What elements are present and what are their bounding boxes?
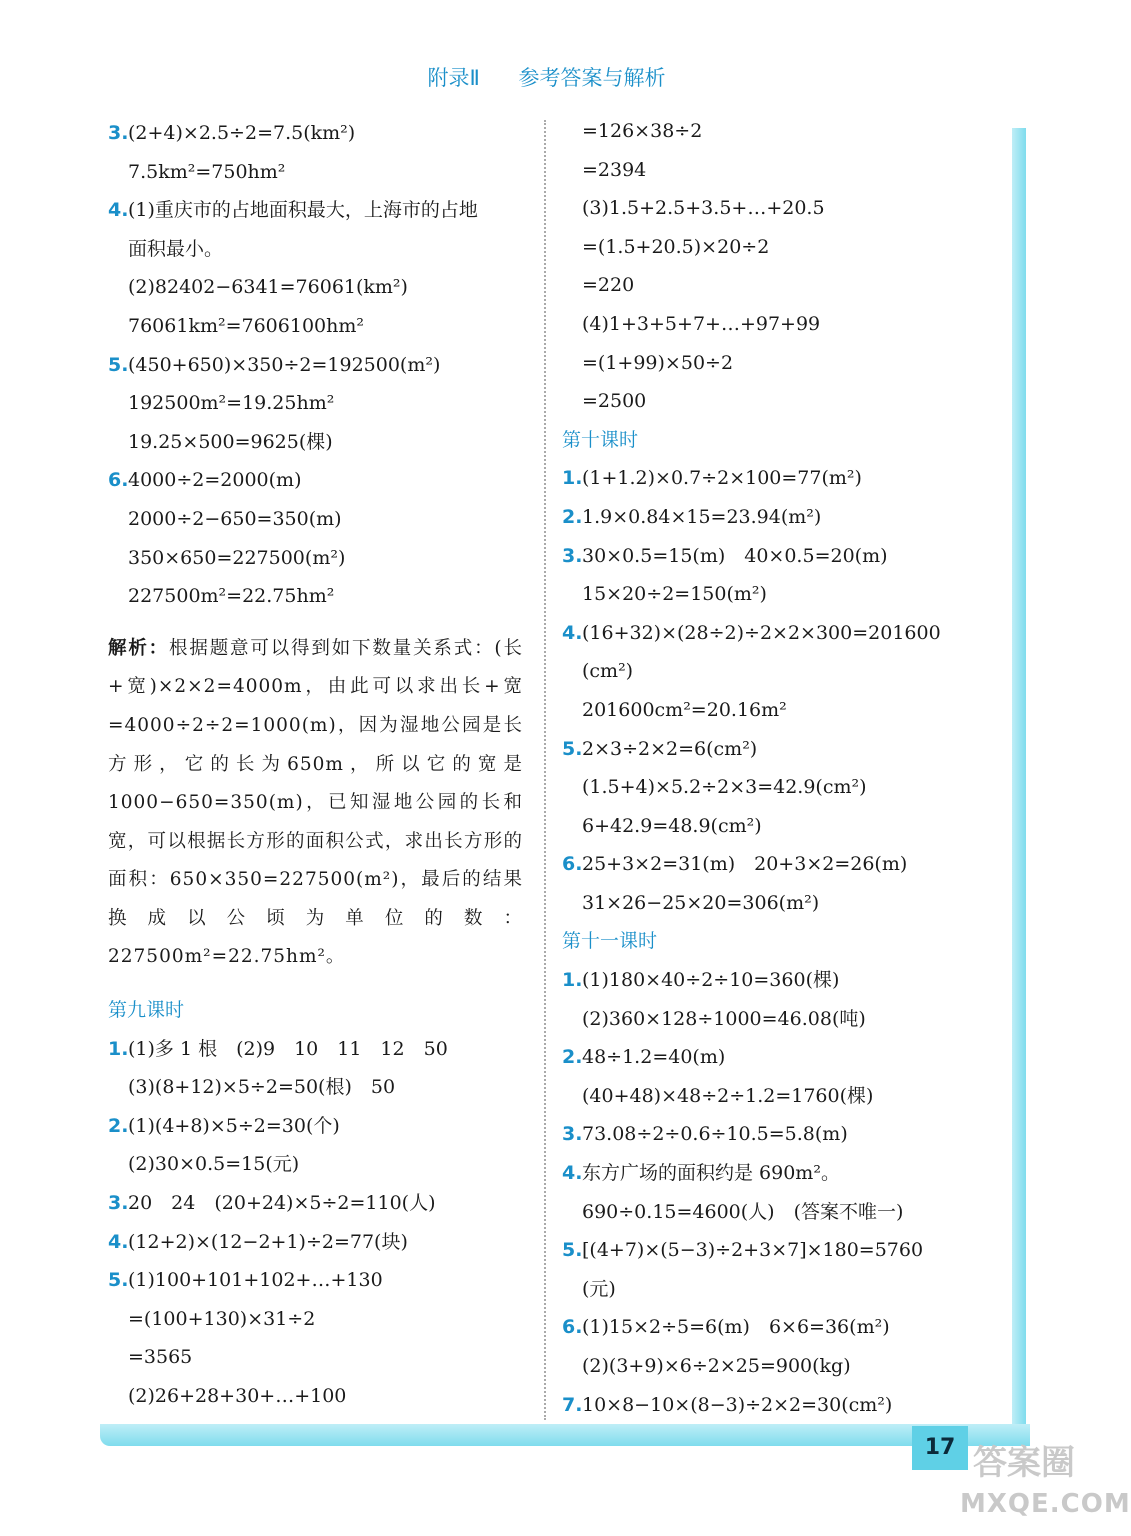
answer-line xyxy=(562,1154,982,1193)
question-number: 4. xyxy=(562,621,583,644)
answer-text: 25+3×2=31(m) 20+3×2=26(m) xyxy=(582,853,908,876)
answer-line xyxy=(108,230,528,269)
answer-text: (2+4)×2.5÷2=7.5(km²) xyxy=(128,122,356,144)
answer-line xyxy=(562,1347,982,1386)
answer-line xyxy=(108,1068,528,1107)
lesson-10-answers xyxy=(562,459,982,922)
answer-line xyxy=(562,691,982,730)
answer-text: 73.08÷2÷0.6÷10.5=5.8(m) xyxy=(582,1123,848,1146)
answer-text: (450+650)×350÷2=192500(m²) xyxy=(128,353,441,376)
question-number: 1. xyxy=(562,467,583,490)
question-number: 2. xyxy=(562,505,583,528)
answer-text: (1)(4+8)×5÷2=30(个) xyxy=(128,1114,340,1137)
page-header xyxy=(0,62,1093,92)
analysis-block xyxy=(108,630,523,977)
answer-text: (2)360×128÷1000=46.08(吨) xyxy=(582,1007,866,1030)
answer-text: (1)180×40÷2÷10=360(棵) xyxy=(582,969,840,992)
answer-line xyxy=(108,384,528,423)
answer-text: 192500m²=19.25hm² xyxy=(128,392,335,415)
question-number: 2. xyxy=(562,1046,583,1069)
question-number: 4. xyxy=(108,199,129,222)
watermark-logo xyxy=(960,1440,1131,1530)
answer-text: =2394 xyxy=(582,158,647,181)
question-number: 1. xyxy=(562,969,583,992)
page-number: 17 xyxy=(912,1426,968,1470)
answer-line xyxy=(562,189,982,228)
question-number: 3. xyxy=(108,122,129,144)
question-number: 3. xyxy=(562,544,583,567)
lesson-11-answers xyxy=(562,961,982,1424)
answer-line xyxy=(108,500,528,539)
question-number: 2. xyxy=(108,1114,129,1137)
answer-line xyxy=(562,112,982,151)
answer-line xyxy=(562,884,982,923)
question-number: 1. xyxy=(108,1037,129,1060)
answer-line xyxy=(562,1270,982,1309)
answer-line xyxy=(562,575,982,614)
section-title-lesson-10: 第十课时 xyxy=(562,428,639,451)
section-title-lesson-9: 第九课时 xyxy=(108,999,185,1022)
answer-line xyxy=(562,845,982,884)
answer-line xyxy=(562,228,982,267)
answer-line xyxy=(108,1300,528,1339)
answer-line xyxy=(108,1145,528,1184)
column-divider xyxy=(544,120,546,1420)
header-title: 参考答案与解析 xyxy=(518,66,666,90)
watermark-text-cn: 答案圈 xyxy=(973,1443,1075,1483)
left-column xyxy=(108,114,528,1454)
question-number: 6. xyxy=(562,853,583,876)
answer-line xyxy=(562,768,982,807)
answer-text: (4)1+3+5+7+…+97+99 xyxy=(582,312,821,335)
answer-text: 690÷0.15=4600(人) (答案不唯一) xyxy=(582,1200,904,1223)
answer-line xyxy=(562,305,982,344)
answer-text: 227500m²=22.75hm² xyxy=(128,585,335,608)
answer-text: 30×0.5=15(m) 40×0.5=20(m) xyxy=(582,544,888,567)
question-number: 4. xyxy=(108,1230,129,1253)
answer-text: (2)82402−6341=76061(km²) xyxy=(128,276,408,299)
answer-text: (1.5+4)×5.2÷2×3=42.9(cm²) xyxy=(582,776,867,799)
answer-line xyxy=(562,459,982,498)
answer-text: 1.9×0.84×15=23.94(m²) xyxy=(582,505,822,528)
answer-line xyxy=(108,307,528,346)
answer-line xyxy=(108,1377,528,1416)
right-answers-continued xyxy=(562,112,982,421)
analysis-label: 解析： xyxy=(108,637,170,659)
answer-line xyxy=(562,151,982,190)
answer-text: (16+32)×(28÷2)÷2×2×300=201600 xyxy=(582,621,941,644)
answer-line xyxy=(108,539,528,578)
question-number: 5. xyxy=(108,353,129,376)
answer-text: =3565 xyxy=(128,1346,193,1369)
answer-text: (3)1.5+2.5+3.5+…+20.5 xyxy=(582,197,825,220)
watermark-text-url: MXQE.COM xyxy=(960,1489,1131,1519)
decorative-frame-bottom xyxy=(100,1424,1030,1446)
answer-text: =(1+99)×50÷2 xyxy=(582,351,734,374)
lesson-9-answers xyxy=(108,1030,528,1455)
question-number: 7. xyxy=(562,1393,583,1416)
answer-line xyxy=(108,423,528,462)
answer-text: (1)多 1 根 (2)9 10 11 12 50 xyxy=(128,1037,448,1060)
answer-text: 2×3÷2×2=6(cm²) xyxy=(582,737,758,760)
question-number: 6. xyxy=(562,1316,583,1339)
answer-line xyxy=(562,537,982,576)
answer-text: (1)重庆市的占地面积最大，上海市的占地 xyxy=(128,199,478,222)
answer-text: 4000÷2=2000(m) xyxy=(128,469,302,492)
answer-line xyxy=(562,1115,982,1154)
answer-line xyxy=(562,961,982,1000)
answer-text: (1)100+101+102+…+130 xyxy=(128,1269,383,1292)
answer-line xyxy=(562,1193,982,1232)
answer-line xyxy=(562,1386,982,1425)
answer-text: (1)15×2÷5=6(m) 6×6=36(m²) xyxy=(582,1316,890,1339)
answer-text: 48÷1.2=40(m) xyxy=(582,1046,726,1069)
answer-line xyxy=(108,346,528,385)
answer-line xyxy=(562,614,982,653)
answer-text: =(100+130)×31÷2 xyxy=(128,1307,316,1330)
answer-line xyxy=(108,268,528,307)
question-number: 5. xyxy=(562,1239,583,1262)
answer-line xyxy=(562,1000,982,1039)
answer-line xyxy=(108,1107,528,1146)
answer-line xyxy=(562,1308,982,1347)
answer-line xyxy=(108,1338,528,1377)
answer-text: (2)(3+9)×6÷2×25=900(kg) xyxy=(582,1355,851,1377)
answer-line xyxy=(108,461,528,500)
answer-line xyxy=(562,1038,982,1077)
answer-text: (12+2)×(12−2+1)÷2=77(块) xyxy=(128,1230,408,1253)
question-number: 5. xyxy=(562,737,583,760)
answer-text: (2)26+28+30+…+100 xyxy=(128,1385,347,1407)
right-column xyxy=(562,112,982,1424)
analysis-text: 根据题意可以得到如下数量关系式：(长+宽)×2×2=4000m，由此可以求出长+宽=4000÷2÷2=1000(m)，因为湿地公园是长方形，它的长为650m，所以它的宽是1000−650=350(m)，已知湿地公园的长和宽，可以根据长方形的面积公式，求出长方形的面积：650×350=227500(m²)，最后的结果换成以公顷为单位的数：227500m²=22.75hm²。 xyxy=(108,637,523,968)
section-title-lesson-11: 第十一课时 xyxy=(562,930,658,953)
answer-text: (元) xyxy=(582,1277,616,1300)
answer-line xyxy=(562,344,982,383)
answer-text: [(4+7)×(5−3)÷2+3×7]×180=5760 xyxy=(582,1239,924,1262)
answer-text: 2000÷2−650=350(m) xyxy=(128,507,342,530)
answer-text: (3)(8+12)×5÷2=50(根) 50 xyxy=(128,1076,396,1099)
answer-text: 201600cm²=20.16m² xyxy=(582,698,787,721)
answer-line xyxy=(108,1261,528,1300)
answer-line xyxy=(108,191,528,230)
answer-line xyxy=(562,382,982,421)
answer-line xyxy=(562,266,982,305)
answer-line xyxy=(108,1030,528,1069)
answer-text: 6+42.9=48.9(cm²) xyxy=(582,814,762,837)
answer-line xyxy=(562,652,982,691)
answer-text: 31×26−25×20=306(m²) xyxy=(582,891,820,914)
question-number: 4. xyxy=(562,1162,583,1185)
answer-text: (40+48)×48÷2÷1.2=1760(棵) xyxy=(582,1084,874,1107)
question-number: 3. xyxy=(108,1192,129,1215)
answer-text: 10×8−10×(8−3)÷2×2=30(cm²) xyxy=(582,1393,893,1416)
answer-line xyxy=(562,498,982,537)
answer-line xyxy=(562,1077,982,1116)
answer-text: =220 xyxy=(582,274,635,297)
answer-text: 东方广场的面积约是 690m²。 xyxy=(582,1162,840,1185)
answer-text: 350×650=227500(m²) xyxy=(128,546,346,569)
answer-line xyxy=(108,1184,528,1223)
left-answers-block xyxy=(108,114,528,616)
answer-text: (cm²) xyxy=(582,660,634,683)
answer-line xyxy=(108,577,528,616)
answer-text: 19.25×500=9625(棵) xyxy=(128,430,333,453)
answer-text: =(1.5+20.5)×20÷2 xyxy=(582,235,770,258)
answer-text: 7.5km²=750hm² xyxy=(128,160,286,183)
header-appendix: 附录Ⅱ xyxy=(427,66,480,90)
answer-line xyxy=(108,1223,528,1262)
answer-text: 15×20÷2=150(m²) xyxy=(582,583,767,606)
answer-line xyxy=(108,153,528,192)
answer-text: 面积最小。 xyxy=(128,237,224,260)
answer-text: 20 24 (20+24)×5÷2=110(人) xyxy=(128,1192,436,1215)
question-number: 3. xyxy=(562,1123,583,1146)
decorative-frame-right xyxy=(1012,128,1026,1428)
answer-line xyxy=(562,807,982,846)
answer-text: (1+1.2)×0.7÷2×100=77(m²) xyxy=(582,467,862,490)
answer-text: 76061km²=7606100hm² xyxy=(128,314,364,337)
answer-line xyxy=(562,1231,982,1270)
answer-text: (2)30×0.5=15(元) xyxy=(128,1153,300,1176)
question-number: 6. xyxy=(108,469,129,492)
question-number: 5. xyxy=(108,1269,129,1292)
answer-text: =126×38÷2 xyxy=(582,120,703,142)
answer-line xyxy=(108,114,528,153)
answer-line xyxy=(562,730,982,769)
answer-text: =2500 xyxy=(582,390,647,413)
